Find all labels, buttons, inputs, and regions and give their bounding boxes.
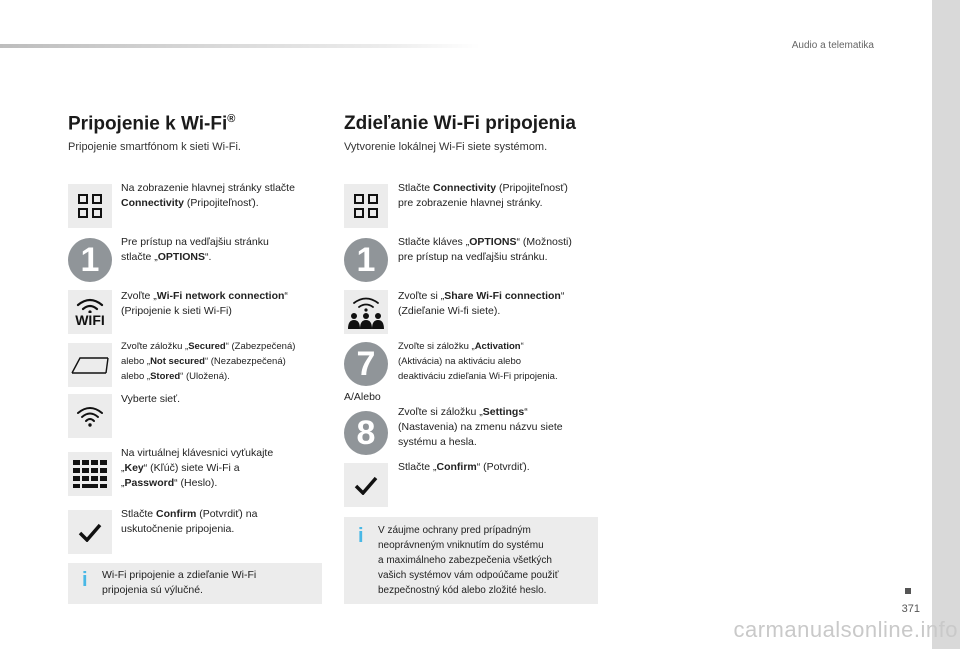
connectivity-grid-icon	[344, 184, 388, 228]
section-title: Audio a telematika	[791, 40, 874, 51]
left-step3-text: Zvoľte „Wi-Fi network connection“ (Pripojenie k sieti Wi-Fi)	[121, 290, 288, 317]
right-step4-text: Zvoľte si záložku „Activation“ (Aktivácia) na aktiváciu alebo deaktiváciu zdieľania Wi-Fi pripojenia.	[398, 341, 558, 382]
right-title: Zdieľanie Wi-Fi pripojenia	[344, 113, 576, 134]
left-step4-text: Zvoľte záložku „Secured“ (Zabezpečená) alebo „Not secured“ (Nezabezpečená) alebo „Stored“ (Uložená).	[121, 341, 296, 382]
right-step5-text: Zvoľte si záložku „Settings“ (Nastavenia) na zmenu názvu siete systému a hesla.	[398, 406, 563, 448]
info-icon: i	[82, 569, 88, 591]
connectivity-grid-icon	[68, 184, 112, 228]
right-info-box	[344, 517, 598, 604]
right-step2-text: Stlačte kláves „OPTIONS“ (Možnosti) pre prístup na vedľajšiu stránku.	[398, 236, 572, 263]
watermark: carmanualsonline.info	[733, 617, 958, 642]
header-bar	[0, 44, 480, 48]
left-step6-text: Na virtuálnej klávesnici vyťukajte „Key“ (Kľúč) siete Wi-Fi a „Password“ (Heslo).	[121, 447, 274, 489]
left-step5-text: Vyberte sieť.	[121, 393, 180, 405]
keyboard-icon	[68, 452, 112, 496]
info-icon: i	[358, 525, 364, 547]
checkmark-icon	[344, 463, 388, 507]
page-dot	[905, 588, 911, 594]
checkmark-icon	[68, 510, 112, 554]
left-info-box	[68, 563, 322, 604]
left-title: Pripojenie k Wi-Fi®	[68, 113, 236, 135]
page-side-strip	[932, 0, 960, 649]
right-step6-text: Stlačte „Confirm“ (Potvrdiť).	[398, 461, 530, 473]
right-info-text: V záujme ochrany pred prípadným neoprávneným vniknutím do systému a maximálneho zabezpečenia všetkých vašich systémov vám odpoúčame použiť bezpečnostný kód alebo zložité heslo.	[378, 525, 559, 596]
right-step1-text: Stlačte Connectivity (Pripojiteľnosť) pre zobrazenie hlavnej stránky.	[398, 182, 568, 209]
step-number-8: 8	[344, 411, 388, 455]
or-label: A/Alebo	[344, 391, 381, 403]
right-subtitle: Vytvorenie lokálnej Wi-Fi siete systémom.	[344, 141, 548, 153]
page-number: 371	[901, 603, 920, 615]
left-step7-text: Stlačte Confirm (Potvrdiť) na uskutočnenie pripojenia.	[121, 508, 258, 535]
wifi-label-icon: WIFI	[68, 290, 112, 334]
left-step2-text: Pre prístup na vedľajšiu stránku stlačte „OPTIONS“.	[121, 236, 269, 263]
left-info-text: Wi-Fi pripojenie a zdieľanie Wi-Fi pripojenia sú výlučné.	[102, 569, 257, 596]
step-number-1: 1	[344, 238, 388, 282]
left-step1-text: Na zobrazenie hlavnej stránky stlačte Connectivity (Pripojiteľnosť).	[121, 182, 295, 209]
step-number-7: 7	[344, 342, 388, 386]
right-step3-text: Zvoľte si „Share Wi-Fi connection“ (Zdieľanie Wi-fi siete).	[398, 290, 565, 317]
step-number-1: 1	[68, 238, 112, 282]
left-subtitle: Pripojenie smartfónom k sieti Wi-Fi.	[68, 141, 241, 153]
share-wifi-people-icon	[344, 290, 388, 334]
wifi-signal-icon	[68, 394, 112, 438]
tab-shape-icon	[68, 343, 112, 387]
